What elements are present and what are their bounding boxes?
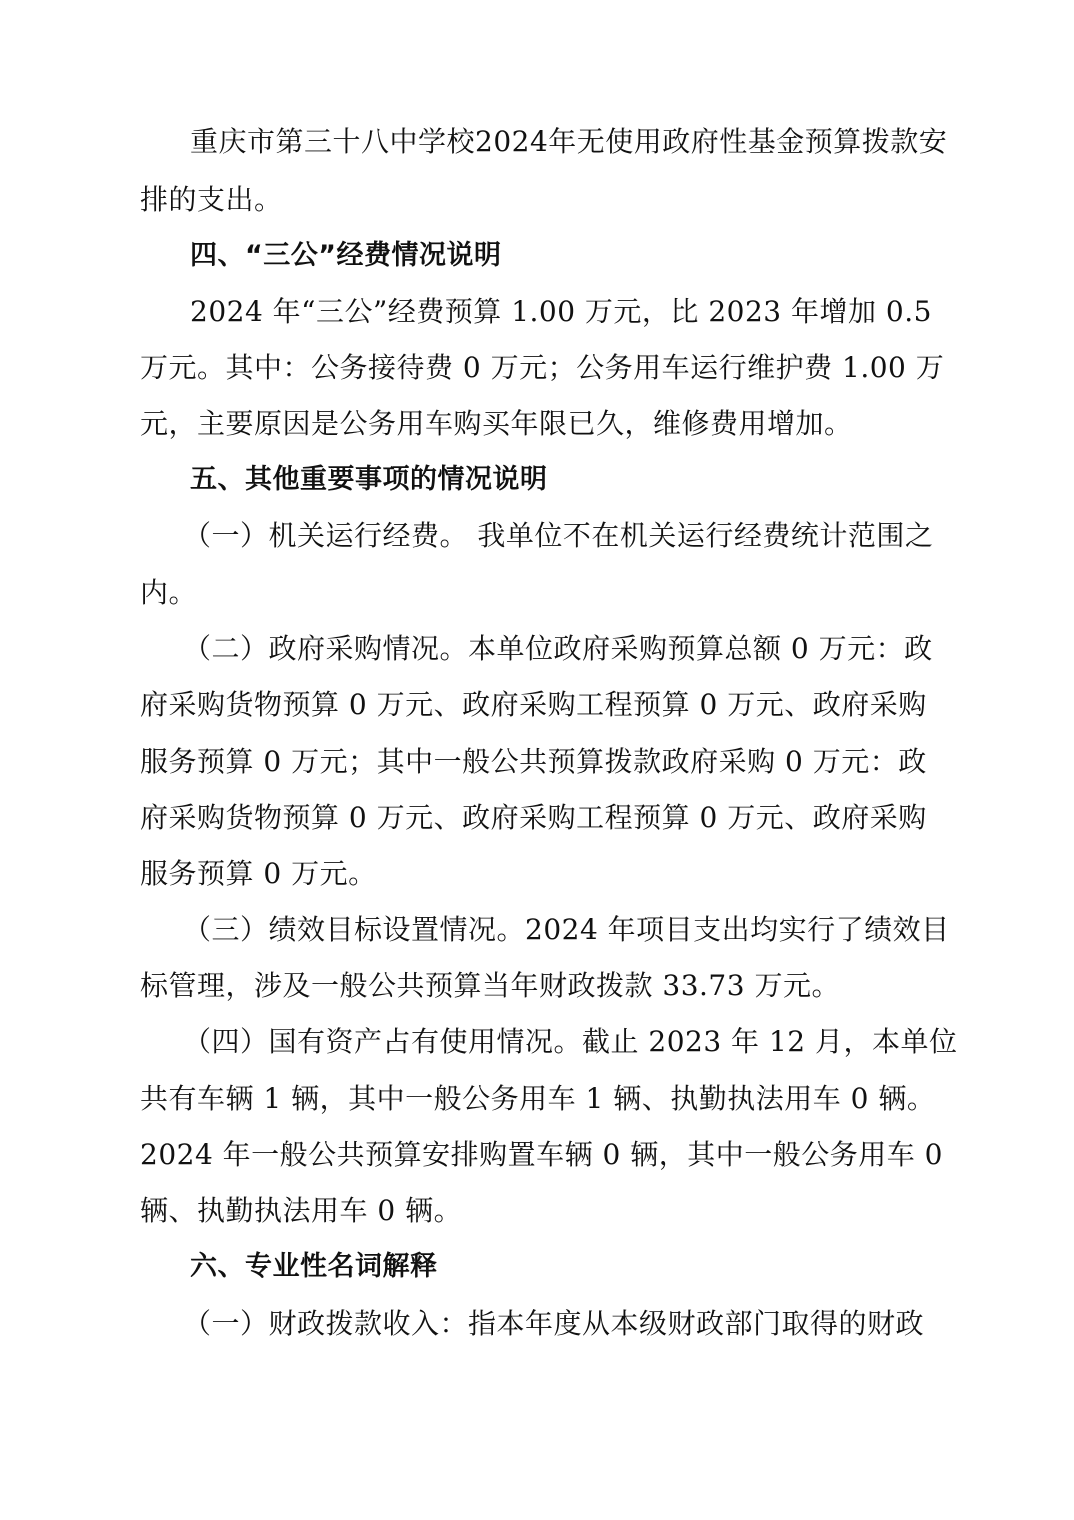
- paragraph-line: 内。: [140, 576, 198, 609]
- paragraph-line: 共有车辆 1 辆，其中一般公务用车 1 辆、执勤执法用车 0 辆。: [140, 1082, 936, 1115]
- paragraph-line: （二）政府采购情况。本单位政府采购预算总额 0 万元：政: [183, 632, 933, 665]
- paragraph-line: 府采购货物预算 0 万元、政府采购工程预算 0 万元、政府采购: [140, 801, 927, 834]
- paragraph-line: 标管理，涉及一般公共预算当年财政拨款 33.73 万元。: [140, 969, 840, 1002]
- paragraph-line: 服务预算 0 万元。: [140, 857, 377, 890]
- paragraph-line: （四）国有资产占有使用情况。截止 2023 年 12 月，本单位: [183, 1025, 958, 1058]
- section-heading-6: 六、专业性名词解释: [190, 1251, 438, 1282]
- paragraph-line: 服务预算 0 万元；其中一般公共预算拨款政府采购 0 万元：政: [140, 745, 927, 778]
- paragraph-line: 2024 年一般公共预算安排购置车辆 0 辆，其中一般公务用车 0: [140, 1138, 943, 1171]
- paragraph-line: 辆、执勤执法用车 0 辆。: [140, 1194, 463, 1227]
- section-heading-5: 五、其他重要事项的情况说明: [190, 464, 548, 495]
- paragraph-line: （一）财政拨款收入：指本年度从本级财政部门取得的财政: [183, 1307, 925, 1340]
- paragraph-line: 重庆市第三十八中学校2024年无使用政府性基金预算拨款安: [190, 125, 948, 158]
- section-heading-4: 四、“三公”经费情况说明: [190, 240, 502, 271]
- paragraph-line: 府采购货物预算 0 万元、政府采购工程预算 0 万元、政府采购: [140, 688, 927, 721]
- paragraph-line: 万元。其中：公务接待费 0 万元；公务用车运行维护费 1.00 万: [140, 351, 945, 384]
- paragraph-line: （三）绩效目标设置情况。2024 年项目支出均实行了绩效目: [183, 913, 950, 946]
- paragraph-line: 2024 年“三公”经费预算 1.00 万元，比 2023 年增加 0.5: [190, 295, 932, 328]
- paragraph-line: 排的支出。: [140, 183, 283, 216]
- paragraph-line: （一）机关运行经费。 我单位不在机关运行经费统计范围之: [183, 519, 934, 552]
- paragraph-line: 元，主要原因是公务用车购买年限已久，维修费用增加。: [140, 407, 853, 440]
